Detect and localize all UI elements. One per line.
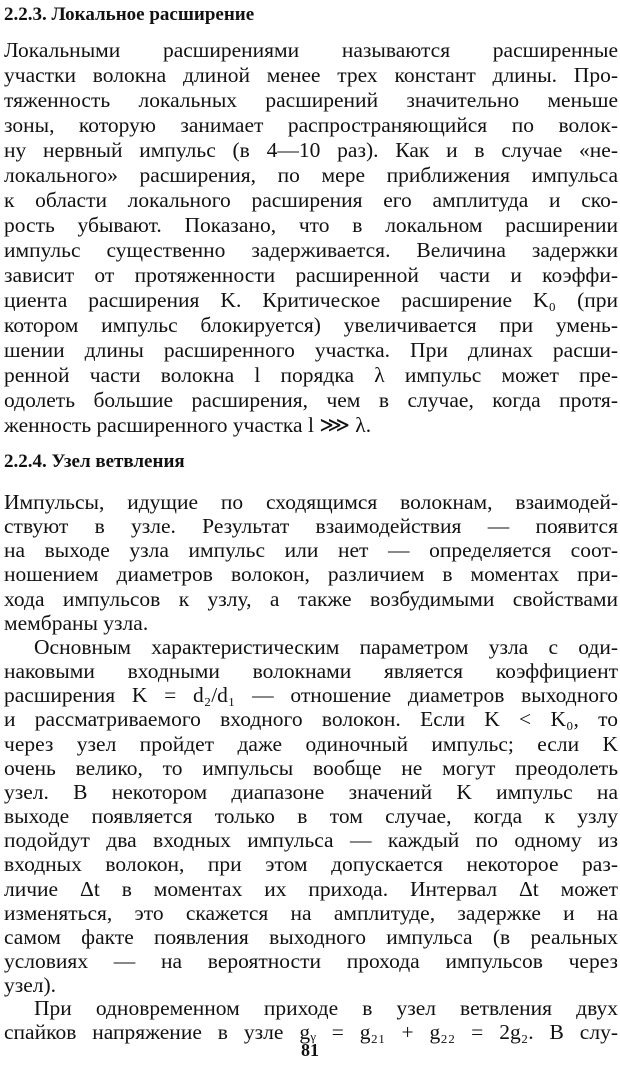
text-line: рость убывают. Показано, что в локальном расширении [4,213,618,237]
section-heading-local-expansion: 2.2.3. Локальное расширение [4,4,255,25]
text-line: узел). [4,973,57,997]
text-line: участки волокна длиной менее трех констант длины. Про- [4,63,618,87]
text-line: котором импульс блокируется) увеличивается при умень- [4,313,618,337]
text-line: условиях — на вероятности прохода импульсов через [4,949,618,973]
text-line: и рассматриваемого входного волокон. Если K < K₀, то [4,707,618,731]
text-line: локального» расширения, по мере приближения импульса [4,163,618,187]
text-line: хода импульсов к узлу, а также возбудимыми свойствами [4,587,618,611]
text-line: ренной части волокна l порядка λ импульс может пре- [4,363,618,387]
text-line: мембраны узла. [4,611,149,635]
text-line: зоны, которую занимает распространяющийся по волок- [4,113,618,137]
text-line: Импульсы, идущие по сходящимся волокнам, взаимодей- [4,490,618,514]
section-heading-branch-node: 2.2.4. Узел ветвления [4,451,185,472]
text-line: подойдут два входных импульса — каждый по одному из [4,828,618,852]
text-line: выходе появляется только в том случае, когда к узлу [4,804,618,828]
text-line: ну нервный импульс (в 4—10 раз). Как и в случае «не- [4,138,618,162]
text-line: изменяться, это скажется на амплитуде, задержке и на [4,901,618,925]
text-line: женность расширенного участка l ⋙ λ. [4,413,372,437]
text-line: Локальными расширениями называются расширенные [4,38,618,62]
text-line: личие Δt в моментах их прихода. Интервал Δt может [4,877,618,901]
text-line: ствуют в узле. Результат взаимодействия — появится [4,514,618,538]
text-line: узел. В некотором диапазоне значений K импульс на [4,780,618,804]
text-line: При одновременном приходе в узел ветвления двух [34,996,618,1020]
text-line: самом факте появления выходного импульса (в реальных [4,925,618,949]
text-line: Основным характеристическим параметром узла с оди- [34,635,618,659]
text-line: наковыми входными волокнами является коэффициент [4,659,618,683]
text-line: зависит от протяженности расширенной части и коэффи- [4,263,618,287]
text-line: очень велико, то импульсы вообще не могут преодолеть [4,756,618,780]
text-line: одолеть большие расширения, чем в случае, когда протя- [4,388,618,412]
text-line: расширения K = d₂/d₁ — отношение диаметров выходного [4,683,618,707]
text-line: ношением диаметров волокон, различием в моментах при- [4,562,618,586]
page-number: 81 [301,1040,319,1060]
text-line: циента расширения K. Критическое расширение K₀ (при [4,288,618,312]
text-line: спайков напряжение в узле gᵧ = g₂₁ + g₂₂ = 2g₂. В слу- [4,1020,618,1044]
text-line: к области локального расширения его амплитуда и ско- [4,188,618,212]
text-line: шении длины расширенного участка. При длинах расши- [4,338,618,362]
text-line: на выходе узла импульс или нет — определяется соот- [4,538,618,562]
text-line: тяженность локальных расширений значительно меньше [4,88,618,112]
text-line: через узел пройдет даже одиночный импульс; если K [4,732,618,756]
text-line: импульс существенно задерживается. Величина задержки [4,238,618,262]
text-line: входных волокон, при этом допускается некоторое раз- [4,852,618,876]
